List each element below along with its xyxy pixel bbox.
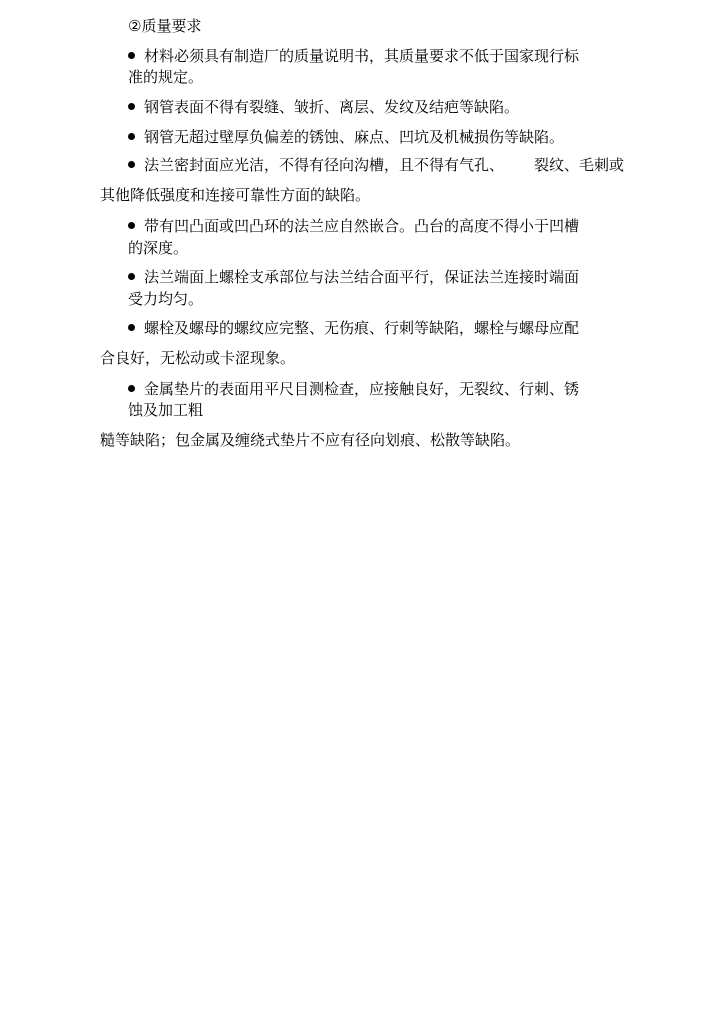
- bullet-icon: [128, 324, 135, 331]
- item-1-line-2: 准的规定。: [128, 68, 204, 86]
- item-1-line-1: 材料必须具有制造厂的质量说明书，其质量要求不低于国家现行标: [128, 46, 579, 66]
- item-8-line-1: 金属垫片的表面用平尺目测检查，应接触良好，无裂纹、行刺、锈: [128, 379, 579, 399]
- bullet-icon: [128, 133, 135, 140]
- item-4-line-1: 法兰密封面应光洁，不得有径向沟槽，且不得有气孔、 裂纹、毛刺或: [128, 155, 624, 175]
- item-5-line-2: 的深度。: [128, 239, 189, 257]
- item-4-line-2: 其他降低强度和连接可靠性方面的缺陷。: [100, 186, 371, 204]
- item-6-line-2: 受力均匀。: [128, 290, 204, 308]
- bullet-icon: [128, 222, 135, 229]
- section-heading: ②质量要求: [128, 17, 202, 35]
- item-8-line-3: 糙等缺陷；包金属及缠绕式垫片不应有径向划痕、松散等缺陷。: [100, 431, 521, 449]
- item-7-line-2: 合良好，无松动或卡涩现象。: [100, 349, 296, 367]
- item-8-line-2: 蚀及加工粗: [128, 401, 204, 419]
- item-7-line-1: 螺栓及螺母的螺纹应完整、无伤痕、行刺等缺陷，螺栓与螺母应配: [128, 318, 579, 338]
- bullet-icon: [128, 52, 135, 59]
- item-3-line-1: 钢管无超过壁厚负偏差的锈蚀、麻点、凹坑及机械损伤等缺陷。: [128, 127, 564, 147]
- bullet-icon: [128, 273, 135, 280]
- bullet-icon: [128, 161, 135, 168]
- bullet-icon: [128, 103, 135, 110]
- bullet-icon: [128, 385, 135, 392]
- item-5-line-1: 带有凹凸面或凹凸环的法兰应自然嵌合。凸台的高度不得小于凹槽: [128, 216, 579, 236]
- item-6-line-1: 法兰端面上螺栓支承部位与法兰结合面平行，保证法兰连接时端面: [128, 267, 579, 287]
- item-2-line-1: 钢管表面不得有裂缝、皱折、离层、发纹及结疤等缺陷。: [128, 97, 519, 117]
